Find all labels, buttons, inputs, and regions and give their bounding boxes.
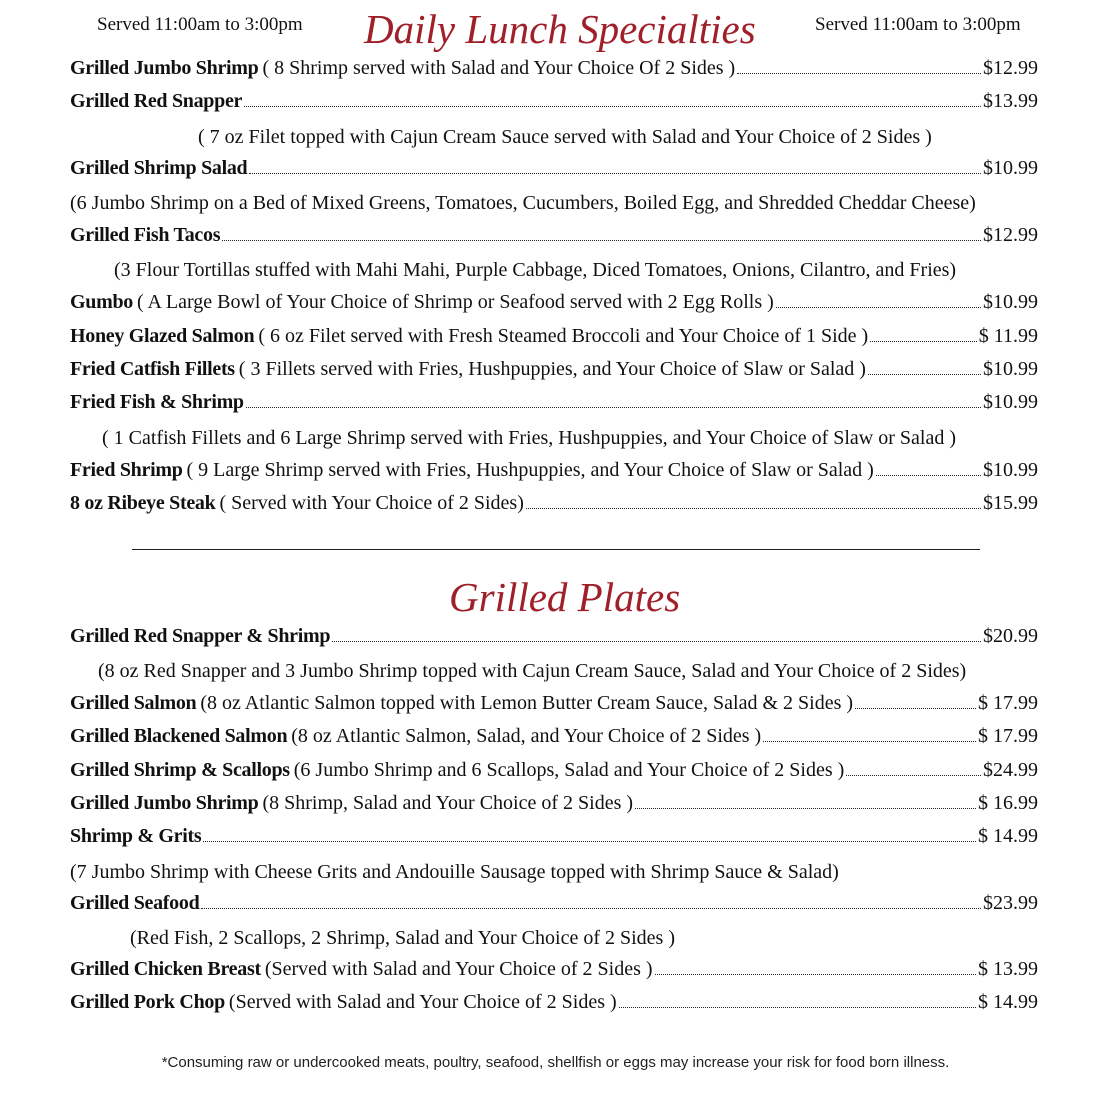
dot-leader: [222, 239, 981, 241]
menu-item: [70, 825, 1038, 858]
item-price: $ 17.99: [978, 725, 1038, 747]
item-desc: ( 9 Large Shrimp served with Fries, Hushpuppies, and Your Choice of Slaw or Salad ): [186, 459, 874, 481]
item-description-line: (8 oz Red Snapper and 3 Jumbo Shrimp topped with Cajun Cream Sauce, Salad and Your Choice of 2 Sides): [98, 660, 967, 682]
item-price: $12.99: [983, 57, 1038, 79]
dot-leader: [655, 973, 976, 975]
item-price: $ 14.99: [978, 825, 1038, 847]
item-price: $ 17.99: [978, 692, 1038, 714]
page-title: Daily Lunch Specialties: [364, 6, 756, 52]
item-name: Grilled Shrimp Salad: [70, 157, 248, 179]
item-price: $ 14.99: [978, 991, 1038, 1013]
item-name: Grilled Fish Tacos: [70, 224, 221, 246]
dot-leader: [249, 172, 981, 174]
menu-item: [70, 958, 1038, 991]
section-divider: [132, 549, 980, 550]
item-price: $ 11.99: [978, 325, 1038, 347]
section-title-grilled: Grilled Plates: [449, 574, 681, 620]
item-description-line: (6 Jumbo Shrimp on a Bed of Mixed Greens, Tomatoes, Cucumbers, Boiled Egg, and Shredded Cheddar Cheese): [70, 192, 976, 214]
item-description-line: ( 7 oz Filet topped with Cajun Cream Sauce served with Salad and Your Choice of 2 Sides ): [198, 126, 932, 148]
item-desc: (Served with Salad and Your Choice of 2 Sides ): [264, 958, 653, 980]
menu-item: [70, 57, 1038, 90]
menu-item: [70, 692, 1038, 725]
item-name: Grilled Seafood: [70, 892, 200, 914]
dot-leader: [246, 406, 981, 408]
item-name: Grilled Chicken Breast: [70, 958, 261, 980]
menu-item: [70, 391, 1038, 424]
item-name: Grilled Jumbo Shrimp: [70, 57, 259, 79]
menu-item: [70, 459, 1038, 492]
item-name: Fried Catfish Fillets: [70, 358, 235, 380]
item-description-line: (3 Flour Tortillas stuffed with Mahi Mahi, Purple Cabbage, Diced Tomatoes, Onions, Cilantro, and Fries): [114, 259, 957, 281]
item-name: Grilled Blackened Salmon: [70, 725, 288, 747]
menu-item: [70, 792, 1038, 825]
menu-item: [70, 991, 1038, 1024]
item-price: $10.99: [983, 291, 1038, 313]
item-desc: (6 Jumbo Shrimp and 6 Scallops, Salad and Your Choice of 2 Sides ): [293, 759, 845, 781]
menu-item: [70, 224, 1038, 257]
item-name: Grilled Jumbo Shrimp: [70, 792, 259, 814]
item-desc: (8 Shrimp, Salad and Your Choice of 2 Sides ): [262, 792, 634, 814]
item-price: $12.99: [983, 224, 1038, 246]
item-name: Grilled Red Snapper & Shrimp: [70, 625, 331, 647]
menu-item: [70, 291, 1038, 324]
dot-leader: [737, 72, 981, 74]
item-name: Fried Fish & Shrimp: [70, 391, 244, 413]
item-name: Grilled Red Snapper: [70, 90, 243, 112]
item-name: Grilled Pork Chop: [70, 991, 225, 1013]
dot-leader: [619, 1006, 976, 1008]
item-price: $10.99: [983, 459, 1038, 481]
menu-item: [70, 892, 1038, 925]
dot-leader: [526, 507, 981, 509]
item-price: $10.99: [983, 358, 1038, 380]
item-price: $ 16.99: [978, 792, 1038, 814]
menu-item: [70, 759, 1038, 792]
item-price: $13.99: [983, 90, 1038, 112]
menu-item: [70, 358, 1038, 391]
dot-leader: [876, 474, 981, 476]
item-name: Shrimp & Grits: [70, 825, 202, 847]
menu-item: [70, 325, 1038, 358]
served-hours-right: Served 11:00am to 3:00pm: [815, 14, 1021, 35]
item-desc: ( A Large Bowl of Your Choice of Shrimp or Seafood served with 2 Egg Rolls ): [136, 291, 774, 313]
dot-leader: [870, 340, 977, 342]
dot-leader: [635, 807, 976, 809]
item-desc: ( 6 oz Filet served with Fresh Steamed Broccoli and Your Choice of 1 Side ): [258, 325, 869, 347]
item-desc: ( Served with Your Choice of 2 Sides): [219, 492, 524, 514]
item-name: Gumbo: [70, 291, 133, 313]
dot-leader: [332, 640, 981, 642]
item-price: $10.99: [983, 157, 1038, 179]
item-name: Grilled Salmon: [70, 692, 197, 714]
item-price: $10.99: [983, 391, 1038, 413]
item-desc: ( 3 Fillets served with Fries, Hushpuppies, and Your Choice of Slaw or Salad ): [238, 358, 866, 380]
dot-leader: [763, 740, 976, 742]
item-desc: (Served with Salad and Your Choice of 2 Sides ): [228, 991, 617, 1013]
item-description-line: (7 Jumbo Shrimp with Cheese Grits and Andouille Sausage topped with Shrimp Sauce & Salad): [70, 861, 839, 883]
item-desc: (8 oz Atlantic Salmon, Salad, and Your Choice of 2 Sides ): [291, 725, 762, 747]
item-price: $ 13.99: [978, 958, 1038, 980]
menu-item: [70, 157, 1038, 190]
item-price: $20.99: [983, 625, 1038, 647]
dot-leader: [846, 774, 981, 776]
item-description-line: ( 1 Catfish Fillets and 6 Large Shrimp served with Fries, Hushpuppies, and Your Choice of Slaw or Salad ): [102, 427, 956, 449]
item-price: $15.99: [983, 492, 1038, 514]
item-desc: (8 oz Atlantic Salmon topped with Lemon Butter Cream Sauce, Salad & 2 Sides ): [200, 692, 854, 714]
dot-leader: [203, 840, 976, 842]
item-price: $23.99: [983, 892, 1038, 914]
item-price: $24.99: [983, 759, 1038, 781]
item-name: Honey Glazed Salmon: [70, 325, 255, 347]
item-name: Grilled Shrimp & Scallops: [70, 759, 290, 781]
dot-leader: [855, 707, 976, 709]
item-name: 8 oz Ribeye Steak: [70, 492, 216, 514]
served-hours-left: Served 11:00am to 3:00pm: [97, 14, 303, 35]
menu-item: [70, 725, 1038, 758]
item-description-line: (Red Fish, 2 Scallops, 2 Shrimp, Salad and Your Choice of 2 Sides ): [130, 927, 675, 949]
item-desc: ( 8 Shrimp served with Salad and Your Choice Of 2 Sides ): [262, 57, 736, 79]
dot-leader: [201, 907, 981, 909]
dot-leader: [868, 373, 981, 375]
dot-leader: [776, 306, 981, 308]
dot-leader: [244, 105, 981, 107]
menu-item: [70, 492, 1038, 525]
item-name: Fried Shrimp: [70, 459, 183, 481]
menu-item: [70, 90, 1038, 123]
food-safety-disclaimer: *Consuming raw or undercooked meats, poultry, seafood, shellfish or eggs may increase your risk for food born illness.: [161, 1054, 950, 1071]
menu-item: [70, 625, 1038, 658]
